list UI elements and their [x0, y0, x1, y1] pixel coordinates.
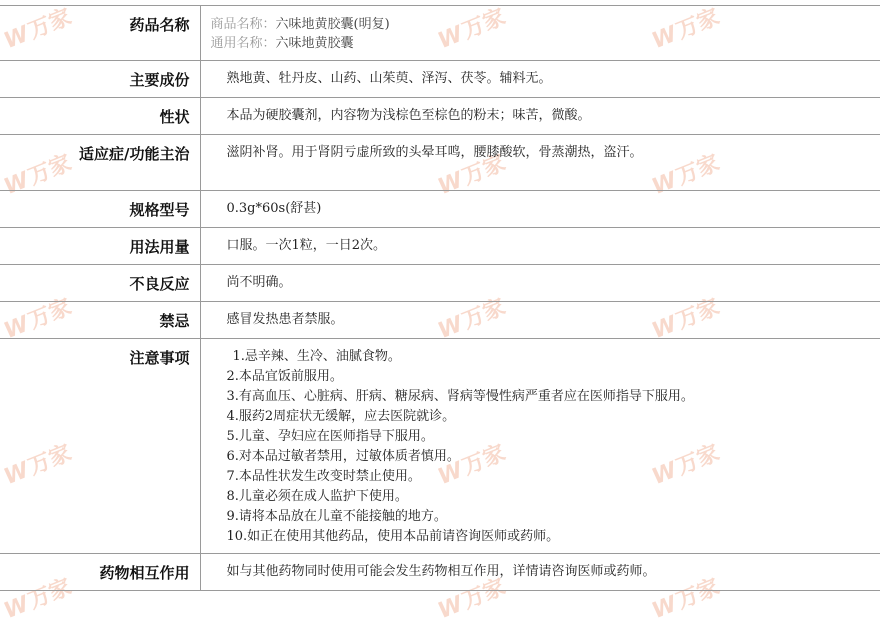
row-interactions: [0, 554, 880, 591]
note-item: 2.本品宜饭前服用。: [226, 369, 343, 384]
note-item: 8.儿童必须在成人监护下使用。: [226, 489, 408, 504]
ingredients-label: 主要成份: [0, 61, 200, 98]
contraindications-value: 感冒发热患者禁服。: [200, 302, 880, 339]
note-item: 6.对本品过敏者禁用，过敏体质者慎用。: [226, 449, 460, 464]
watermark: W万家: [648, 150, 724, 201]
drug-info-table: [0, 5, 880, 591]
note-item: 5.儿童、孕妇应在医师指导下服用。: [226, 429, 434, 444]
row-notes: [0, 339, 880, 554]
row-drug-name: [0, 6, 880, 61]
properties-value: 本品为硬胶囊剂，内容物为浅棕色至棕色的粉末；味苦，微酸。: [200, 98, 880, 135]
indications-label: 适应症/功能主治: [0, 135, 200, 191]
adverse-value: 尚不明确。: [200, 265, 880, 302]
watermark: W万家: [0, 294, 76, 345]
properties-label: 性状: [0, 98, 200, 135]
generic-name: 六味地黄胶囊: [275, 36, 354, 51]
watermark: W万家: [434, 574, 510, 625]
spec-value: 0.3g*60s(舒甚): [200, 191, 880, 228]
spec-label: 规格型号: [0, 191, 200, 228]
note-item: 1.忌辛辣、生冷、油腻食物。: [232, 349, 401, 364]
watermark: W万家: [648, 4, 724, 55]
ingredients-value: 熟地黄、牡丹皮、山药、山茱萸、泽泻、茯苓。辅料无。: [200, 61, 880, 98]
note-item: 4.服药2周症状无缓解，应去医院就诊。: [226, 409, 456, 424]
interactions-label: 药物相互作用: [0, 554, 200, 591]
watermark: W万家: [0, 4, 76, 55]
watermark: W万家: [0, 440, 76, 491]
watermark: W万家: [434, 440, 510, 491]
watermark: W万家: [648, 574, 724, 625]
interactions-value: 如与其他药物同时使用可能会发生药物相互作用，详情请咨询医师或药师。: [200, 554, 880, 591]
notes-label: 注意事项: [0, 339, 200, 554]
row-properties: [0, 98, 880, 135]
note-item: 7.本品性状发生改变时禁止使用。: [226, 469, 421, 484]
note-item: 9.请将本品放在儿童不能接触的地方。: [226, 509, 447, 524]
usage-value: 口服。一次1粒，一日2次。: [200, 228, 880, 265]
row-ingredients: [0, 61, 880, 98]
adverse-label: 不良反应: [0, 265, 200, 302]
row-spec: [0, 191, 880, 228]
trade-name: 六味地黄胶囊(明复): [275, 17, 390, 32]
note-item: 3.有高血压、心脏病、肝病、糖尿病、肾病等慢性病严重者应在医师指导下服用。: [226, 389, 694, 404]
row-usage: [0, 228, 880, 265]
generic-name-label: 通用名称：: [210, 36, 276, 51]
indications-value: 滋阴补肾。用于肾阴亏虚所致的头晕耳鸣，腰膝酸软，骨蒸潮热，盗汗。: [200, 135, 880, 191]
usage-label: 用法用量: [0, 228, 200, 265]
notes-value: [200, 339, 880, 554]
row-contraindications: [0, 302, 880, 339]
watermark: W万家: [434, 294, 510, 345]
trade-name-label: 商品名称：: [210, 17, 276, 32]
row-indications: [0, 135, 880, 191]
contraindications-label: 禁忌: [0, 302, 200, 339]
watermark: W万家: [0, 150, 76, 201]
watermark: W万家: [648, 440, 724, 491]
note-item: 10.如正在使用其他药品，使用本品前请咨询医师或药师。: [226, 529, 560, 544]
drug-name-value: [200, 6, 880, 61]
row-adverse: [0, 265, 880, 302]
watermark: W万家: [434, 4, 510, 55]
watermark: W万家: [434, 150, 510, 201]
watermark: W万家: [0, 574, 76, 625]
watermark: W万家: [648, 294, 724, 345]
drug-name-label: 药品名称: [0, 6, 200, 61]
